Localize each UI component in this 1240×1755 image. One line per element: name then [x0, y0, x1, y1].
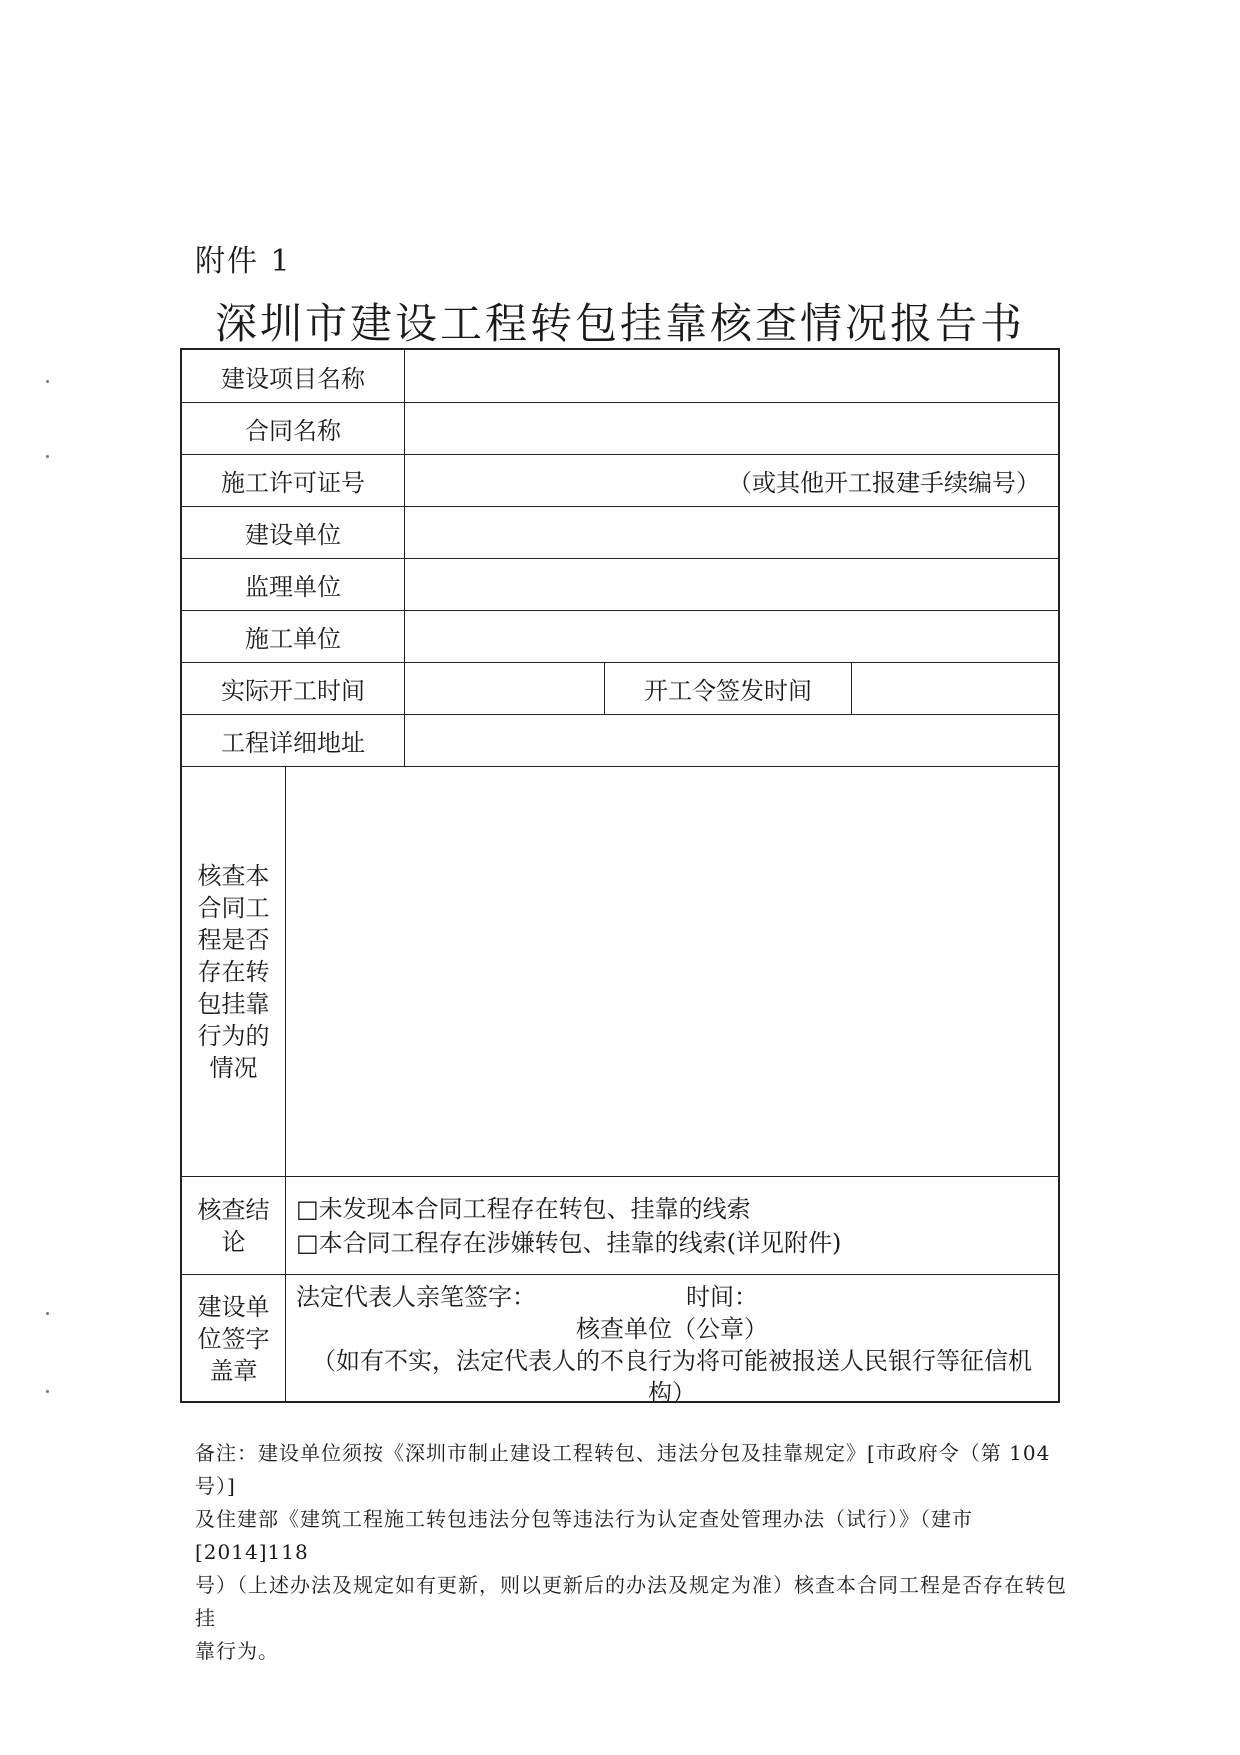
row-conclusion: [182, 1176, 1058, 1274]
permit-field[interactable]: [405, 455, 1058, 506]
warning-line-1: （如有不实，法定代表人的不良行为将可能被报送人民银行等征信机: [312, 1347, 1032, 1375]
address-label: 工程详细地址: [182, 715, 405, 766]
seal-label-line: 位签字: [197, 1325, 270, 1353]
check-situation-line: 合同工: [197, 893, 270, 922]
permit-label: 施工许可证号: [182, 455, 405, 506]
contractor-field[interactable]: [405, 611, 1058, 662]
check-situation-line: 情况: [209, 1053, 258, 1082]
footnote-line: 备注：建设单位须按《深圳市制止建设工程转包、违法分包及挂靠规定》[市政府令（第 104 号）]: [195, 1441, 1051, 1498]
row-supervisor: [182, 558, 1058, 610]
footnote: [195, 1437, 1085, 1668]
scan-dot: [46, 455, 49, 458]
project-name-label: 建设项目名称: [182, 350, 405, 402]
contract-name-label: 合同名称: [182, 403, 405, 454]
legal-rep-signature-label: 法定代表人亲笔签字：: [296, 1283, 536, 1311]
row-contract-name: [182, 402, 1058, 454]
warning-line-2: 构）: [648, 1379, 696, 1407]
scan-dot: [46, 1390, 49, 1393]
attachment-label: 附件 1: [195, 244, 292, 279]
conclusion-options: [286, 1177, 1058, 1274]
contract-name-field[interactable]: [405, 403, 1058, 454]
row-builder: [182, 506, 1058, 558]
conclusion-label-line: 论: [221, 1227, 246, 1256]
actual-start-label: 实际开工时间: [182, 663, 405, 714]
row-contractor: [182, 610, 1058, 662]
check-situation-field[interactable]: [286, 767, 1058, 1176]
footnote-line: 及住建部《建筑工程施工转包违法分包等违法行为认定查处管理办法（试行）》（建市[2014]118: [195, 1507, 973, 1564]
check-situation-line: 存在转: [197, 957, 270, 986]
check-situation-label: [182, 767, 286, 1176]
row-address: [182, 714, 1058, 766]
check-situation-line: 包挂靠: [197, 989, 270, 1018]
permit-hint: （或其他开工报建手续编号）: [728, 469, 1040, 497]
footnote-line: 靠行为。: [195, 1639, 279, 1663]
row-check-situation: [182, 766, 1058, 1176]
seal-label: [182, 1275, 286, 1403]
row-seal: [182, 1274, 1058, 1407]
check-situation-line: 程是否: [197, 925, 270, 954]
footnote-line: 号）（上述办法及规定如有更新，则以更新后的办法及规定为准）核查本合同工程是否存在转包挂: [195, 1573, 1067, 1630]
report-form: [180, 348, 1060, 1407]
builder-field[interactable]: [405, 507, 1058, 558]
seal-area[interactable]: [286, 1275, 1058, 1407]
conclusion-label-line: 核查结: [197, 1195, 270, 1224]
scan-dot: [46, 380, 49, 383]
start-order-field[interactable]: [852, 663, 1058, 714]
seal-label-line: 建设单: [197, 1293, 270, 1321]
conclusion-label: [182, 1177, 286, 1274]
contractor-label: 施工单位: [182, 611, 405, 662]
document-title: 深圳市建设工程转包挂靠核查情况报告书: [215, 299, 1026, 348]
builder-label: 建设单位: [182, 507, 405, 558]
row-permit: [182, 454, 1058, 506]
check-situation-line: 行为的: [197, 1021, 270, 1050]
scan-dot: [46, 1312, 49, 1315]
project-name-field[interactable]: [405, 350, 1058, 402]
supervisor-label: 监理单位: [182, 559, 405, 610]
start-order-label: 开工令签发时间: [605, 663, 852, 714]
actual-start-field[interactable]: [405, 663, 605, 714]
row-start-time: [182, 662, 1058, 714]
conclusion-option-no-clue[interactable]: □未发现本合同工程存在转包、挂靠的线索: [296, 1194, 751, 1223]
check-situation-line: 核查本: [197, 861, 270, 890]
signature-line: [296, 1281, 1048, 1313]
seal-label-line: 盖章: [209, 1357, 258, 1385]
address-field[interactable]: [405, 715, 1058, 766]
time-label: 时间：: [686, 1283, 758, 1311]
supervisor-field[interactable]: [405, 559, 1058, 610]
conclusion-option-suspected[interactable]: □本合同工程存在涉嫌转包、挂靠的线索(详见附件): [296, 1228, 842, 1257]
row-project-name: [182, 350, 1058, 402]
check-unit-seal: 核查单位（公章）: [576, 1315, 768, 1343]
